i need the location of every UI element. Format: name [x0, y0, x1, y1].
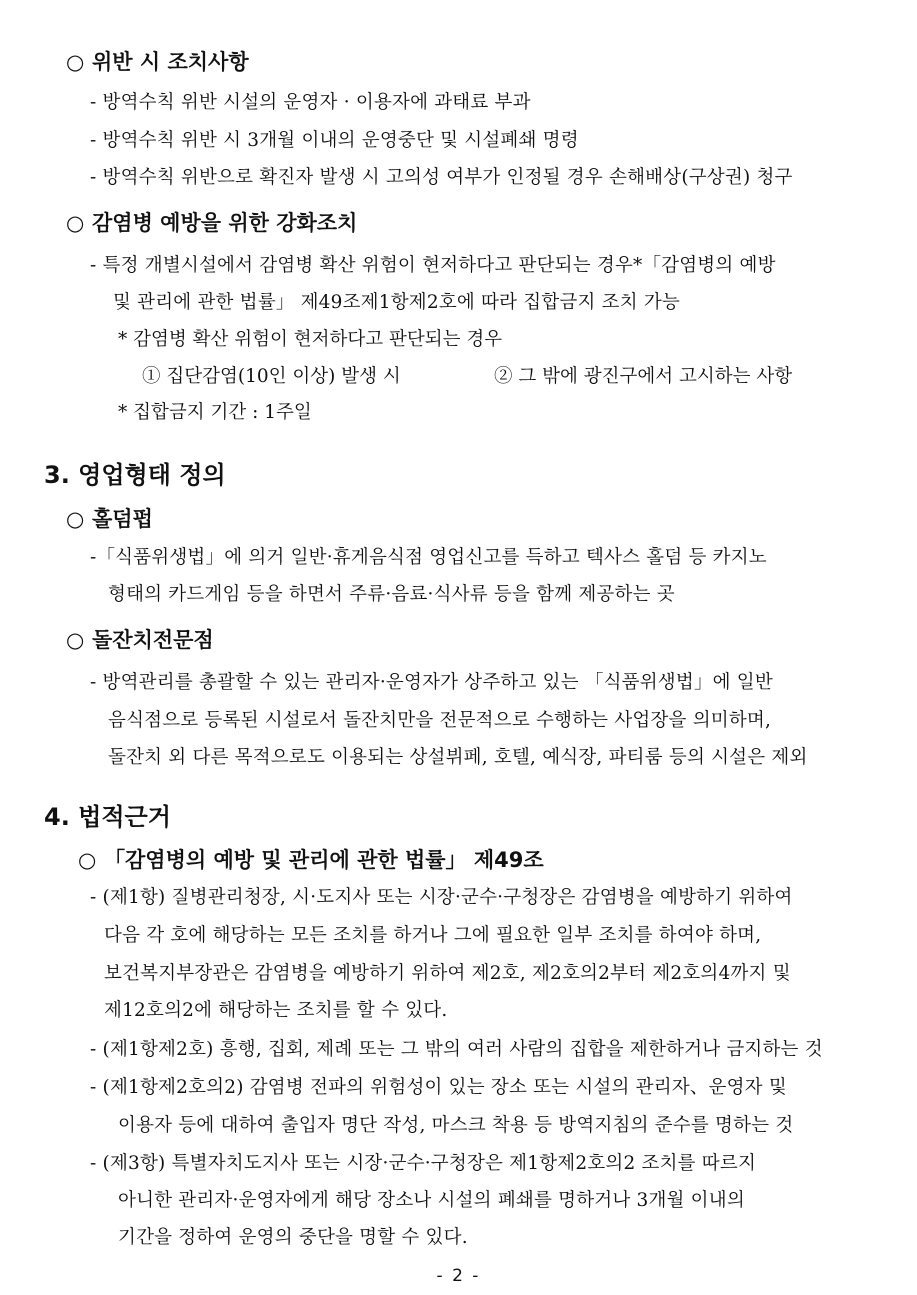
subheading-holdem: ○ 홀덤펍: [66, 507, 153, 531]
strengthen-note-1a: ① 집단감염(10인 이상) 발생 시: [142, 366, 401, 387]
law-p2-line1: - (제1항제2호) 흥행, 집회, 제례 또는 그 밖의 여러 사람의 집합을 제한하거나 금지하는 것: [90, 1039, 823, 1060]
strengthen-item-line2: 및 관리에 관한 법률」 제49조제1항제2호에 따라 집합금지 조치 가능: [113, 292, 681, 313]
law-p1-line4: 제12호의2에 해당하는 조치를 할 수 있다.: [104, 1000, 448, 1021]
law-p3-line2: 이용자 등에 대하여 출입자 명단 작성, 마스크 착용 등 방역지침의 준수를 명하는 것: [118, 1115, 794, 1136]
circle-bullet-icon: ○: [66, 50, 85, 74]
dol-line3: 돌잔치 외 다른 목적으로도 이용되는 상설뷔페, 호텔, 예식장, 파티룸 등의 시설은 제외: [108, 747, 808, 768]
law-p4-line1: - (제3항) 특별자치도지사 또는 시장·군수·구청장은 제1항제2호의2 조치를 따르지: [90, 1153, 757, 1174]
holdem-line1: -「식품위생법」에 의거 일반·휴게음식점 영업신고를 득하고 텍사스 홀덤 등 카지노: [90, 547, 767, 568]
law-p1-line2: 다음 각 호에 해당하는 모든 조치를 하거나 그에 필요한 일부 조치를 하여야 하며,: [104, 925, 762, 946]
section-heading-3: 3. 영업형태 정의: [44, 461, 226, 489]
strengthen-note-1b: ② 그 밖에 광진구에서 고시하는 사항: [494, 366, 793, 387]
strengthen-item-line1: - 특정 개별시설에서 감염병 확산 위험이 현저하다고 판단되는 경우*「감염병의 예방: [90, 255, 776, 276]
law-p1-line3: 보건복지부장관은 감염병을 예방하기 위하여 제2호, 제2호의2부터 제2호의4까지 및: [104, 963, 791, 984]
dol-line2: 음식점으로 등록된 시설로서 돌잔치만을 전문적으로 수행하는 사업장을 의미하며,: [108, 710, 772, 731]
circle-bullet-icon: ○: [66, 628, 85, 652]
law-p1-line1: - (제1항) 질병관리청장, 시·도지사 또는 시장·군수·구청장은 감염병을 예방하기 위하여: [90, 887, 793, 908]
page-number: - 2 -: [436, 1266, 481, 1286]
violation-item-1: - 방역수칙 위반 시설의 운영자 · 이용자에 과태료 부과: [90, 92, 531, 113]
section-heading-violation: ○ 위반 시 조치사항: [66, 50, 249, 74]
strengthen-note-1: * 감염병 확산 위험이 현저하다고 판단되는 경우: [118, 329, 503, 350]
law-p4-line3: 기간을 정하여 운영의 중단을 명할 수 있다.: [118, 1227, 468, 1248]
section-heading-4: 4. 법적근거: [44, 803, 171, 831]
strengthen-note-2: * 집합금지 기간 : 1주일: [118, 402, 312, 423]
circle-bullet-icon: ○: [66, 211, 85, 235]
holdem-line2: 형태의 카드게임 등을 하면서 주류·음료·식사류 등을 함께 제공하는 곳: [108, 584, 675, 605]
law-p4-line2: 아니한 관리자·운영자에게 해당 장소나 시설의 폐쇄를 명하거나 3개월 이내의: [118, 1190, 745, 1211]
law-p3-line1: - (제1항제2호의2) 감염병 전파의 위험성이 있는 장소 또는 시설의 관리자、운영자 및: [90, 1077, 787, 1098]
law-heading: ○ 「감염병의 예방 및 관리에 관한 법률」 제49조: [78, 848, 544, 872]
violation-item-2: - 방역수칙 위반 시 3개월 이내의 운영중단 및 시설폐쇄 명령: [90, 130, 579, 151]
subheading-dol: ○ 돌잔치전문점: [66, 628, 214, 652]
section-heading-strengthen: ○ 감염병 예방을 위한 강화조치: [66, 211, 358, 235]
dol-line1: - 방역관리를 총괄할 수 있는 관리자·운영자가 상주하고 있는 「식품위생법」에 일반: [90, 672, 773, 693]
circle-bullet-icon: ○: [66, 507, 85, 531]
circle-bullet-icon: ○: [78, 848, 97, 872]
violation-item-3: - 방역수칙 위반으로 확진자 발생 시 고의성 여부가 인정될 경우 손해배상(구상권) 청구: [90, 167, 793, 188]
